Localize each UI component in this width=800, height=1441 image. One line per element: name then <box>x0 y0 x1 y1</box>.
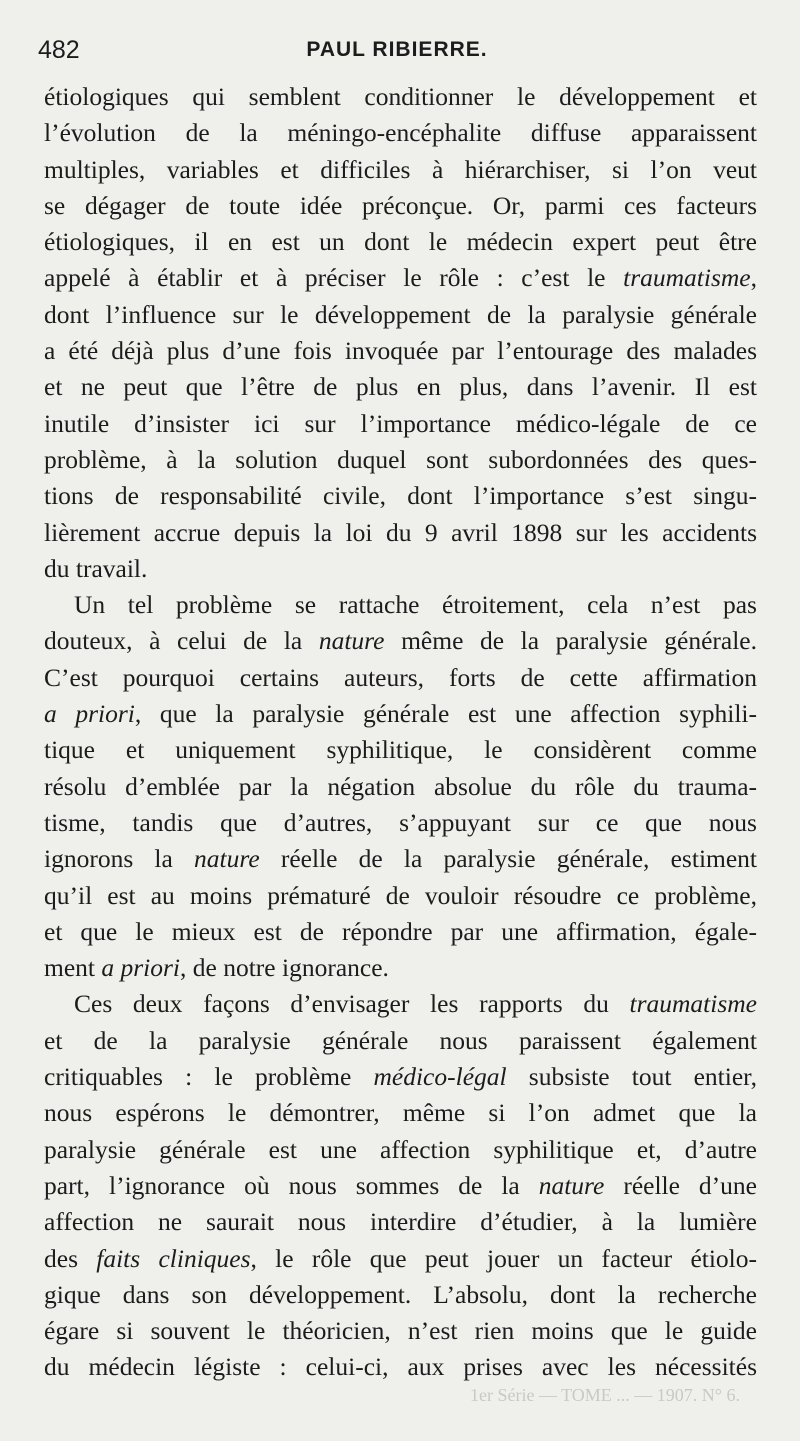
text-line: lièrement accrue depuis la loi du 9 avril 1898 sur les accidents <box>44 517 757 547</box>
text-line: C’est pourquoi certains auteurs, forts de cette affirmation <box>44 662 757 692</box>
text-line: du médecin légiste : celui-ci, aux prises avec les nécessités <box>44 1352 757 1382</box>
text-line: dont l’influence sur le développement de la paralysie générale <box>44 299 757 329</box>
text-line: tions de responsabilité civile, dont l’importance s’est singu- <box>44 481 757 511</box>
text-line: tique et uniquement syphilitique, le considèrent comme <box>44 735 757 765</box>
paragraph-start-line: Ces deux façons d’envisager les rapports du traumatisme <box>74 989 757 1019</box>
text-line: étiologiques qui semblent conditionner le développement et <box>44 82 757 111</box>
text-line: affection ne saurait nous interdire d’étudier, à la lumière <box>44 1207 757 1237</box>
text-line: a été déjà plus d’une fois invoquée par l’entourage des malades <box>44 336 757 366</box>
text-line: problème, à la solution duquel sont subordonnées des ques- <box>44 444 757 474</box>
text-line: a priori, que la paralysie générale est une affection syphili- <box>44 699 757 729</box>
text-line: tisme, tandis que d’autres, s’appuyant sur ce que nous <box>44 807 757 837</box>
text-line: du travail. <box>44 553 148 583</box>
text-line: douteux, à celui de la nature même de la paralysie générale. <box>44 626 757 656</box>
text-line: et ne peut que l’être de plus en plus, dans l’avenir. Il est <box>44 372 757 402</box>
text-line: et de la paralysie générale nous paraissent également <box>44 1025 757 1055</box>
body-text <box>44 79 757 1386</box>
text-line: critiquables : le problème médico-légal subsiste tout entier, <box>44 1062 757 1092</box>
page-header <box>38 30 756 70</box>
text-line: et que le mieux est de répondre par une affirmation, égale- <box>44 916 757 946</box>
running-head: PAUL RIBIERRE. <box>306 38 488 61</box>
page-number: 482 <box>38 36 80 64</box>
text-line: étiologiques, il en est un dont le médecin expert peut être <box>44 227 757 257</box>
text-line: ment a priori, de notre ignorance. <box>44 953 389 983</box>
text-line: part, l’ignorance où nous sommes de la nature réelle d’une <box>44 1170 757 1200</box>
text-line: ignorons la nature réelle de la paralysie générale, estiment <box>44 844 758 874</box>
text-line: résolu d’emblée par la négation absolue du rôle du trauma- <box>44 771 757 801</box>
text-line: multiples, variables et difficiles à hiérarchiser, si l’on veut <box>44 154 757 184</box>
paragraph-start-line: Un tel problème se rattache étroitement, cela n’est pas <box>74 590 757 620</box>
text-line: gique dans son développement. L’absolu, dont la recherche <box>44 1279 757 1309</box>
text-line: qu’il est au moins prématuré de vouloir résoudre ce problème, <box>44 880 757 910</box>
text-line: nous espérons le démontrer, même si l’on admet que la <box>44 1098 757 1128</box>
text-line: inutile d’insister ici sur l’importance médico-légale de ce <box>44 408 757 438</box>
text-line: égare si souvent le théoricien, n’est rien moins que le guide <box>44 1316 757 1346</box>
text-line: se dégager de toute idée préconçue. Or, parmi ces facteurs <box>44 190 757 220</box>
text-line: des faits cliniques, le rôle que peut jouer un facteur étiolo- <box>44 1243 758 1273</box>
text-line: l’évolution de la méningo-encéphalite diffuse apparaissent <box>44 118 757 148</box>
text-line: appelé à établir et à préciser le rôle : c’est le traumatisme, <box>44 263 757 293</box>
bleed-through-footer: 1er Série — TOME ... — 1907. N° 6. <box>469 1385 740 1405</box>
text-line: paralysie générale est une affection syphilitique et, d’autre <box>44 1134 757 1164</box>
